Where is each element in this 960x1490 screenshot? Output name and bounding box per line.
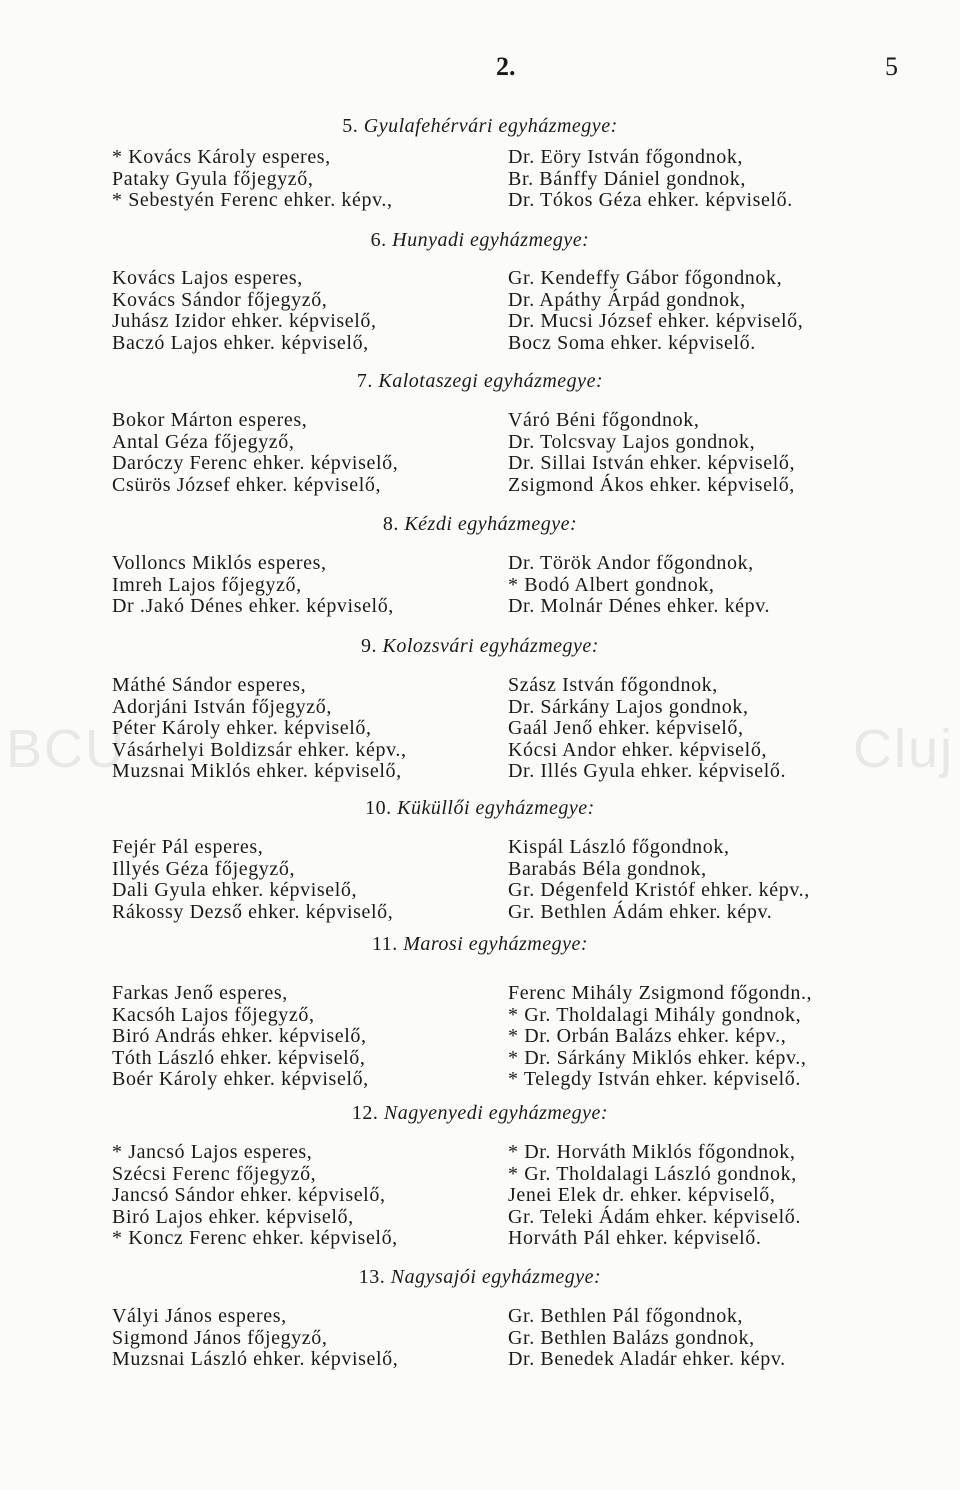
member-line: Ferenc Mihály Zsigmond főgondn., — [508, 982, 813, 1004]
section-title — [0, 370, 960, 393]
member-line: Dr. Török Andor főgondnok, — [508, 552, 754, 574]
section-right-column — [508, 268, 803, 354]
member-line: Váró Béni főgondnok, — [508, 409, 700, 431]
member-line: Boér Károly ehker. képviselő, — [112, 1068, 369, 1090]
section-left-column — [112, 553, 394, 618]
section-name: Marosi egyházmegye: — [403, 933, 589, 955]
member-line: Kovács Sándor főjegyző, — [112, 288, 328, 311]
member-line: Biró András ehker. képviselő, — [112, 1025, 367, 1047]
section-right-column — [508, 1306, 786, 1371]
section-title — [0, 797, 960, 820]
member-line: Bokor Márton esperes, — [112, 409, 308, 431]
section-name: Kézdi egyházmegye: — [404, 513, 578, 535]
member-line: Dr .Jakó Dénes ehker. képviselő, — [112, 595, 394, 617]
section-title — [0, 115, 960, 138]
section-left-column — [112, 1306, 398, 1371]
section-name: Hunyadi egyházmegye: — [392, 229, 590, 251]
member-line: Jenei Elek dr. ehker. képviselő, — [508, 1184, 776, 1206]
member-line: Fejér Pál esperes, — [112, 836, 264, 858]
section-title — [0, 933, 960, 956]
member-line: * Dr. Horváth Miklós főgondnok, — [508, 1141, 796, 1163]
member-line: Gr. Bethlen Balázs gondnok, — [508, 1326, 755, 1349]
member-line: Muzsnai László ehker. képviselő, — [112, 1348, 399, 1370]
member-line: * Dr. Sárkány Miklós ehker. képv., — [508, 1046, 807, 1069]
member-line: * Jancsó Lajos esperes, — [112, 1141, 313, 1163]
member-line: Zsigmond Ákos ehker. képviselő, — [508, 473, 795, 496]
member-line: * Gr. Tholdalagi Mihály gondnok, — [508, 1003, 802, 1026]
member-line: Dr. Molnár Dénes ehker. képv. — [508, 595, 771, 617]
watermark-left: BCU — [6, 719, 127, 779]
member-line: Illyés Géza főjegyző, — [112, 857, 296, 880]
section-left-column — [112, 147, 393, 212]
member-line: Szász István főgondnok, — [508, 674, 718, 696]
member-line: Máthé Sándor esperes, — [112, 674, 307, 696]
member-line: Muzsnai Miklós ehker. képviselő, — [112, 760, 402, 782]
member-line: Csürös József ehker. képviselő, — [112, 473, 382, 496]
section-right-column — [508, 553, 770, 618]
section-left-column — [112, 837, 393, 923]
section-number: 13. — [358, 1266, 386, 1288]
member-line: Kócsi Andor ehker. képviselő, — [508, 738, 768, 761]
section-left-column — [112, 675, 407, 783]
member-line: Tóth László ehker. képviselő, — [112, 1046, 366, 1069]
member-line: Kovács Lajos esperes, — [112, 267, 303, 289]
member-line: Horváth Pál ehker. képviselő. — [508, 1227, 762, 1249]
section-title — [0, 1102, 960, 1125]
member-line: Imreh Lajos főjegyző, — [112, 573, 302, 596]
section-number: 7. — [356, 370, 373, 392]
member-line: Rákossy Dezső ehker. képviselő, — [112, 900, 394, 923]
member-line: Gaál Jenő ehker. képviselő, — [508, 717, 744, 739]
section-right-column — [508, 983, 812, 1091]
member-line: Farkas Jenő esperes, — [112, 982, 288, 1004]
member-line: Barabás Béla gondnok, — [508, 857, 707, 880]
header-number: 2. — [496, 52, 516, 81]
member-line: * Gr. Tholdalagi László gondnok, — [508, 1162, 797, 1185]
member-line: Pataky Gyula főjegyző, — [112, 167, 314, 190]
member-line: * Koncz Ferenc ehker. képviselő, — [112, 1227, 398, 1249]
section-name: Gyulafehérvári egyházmegye: — [363, 115, 618, 137]
member-line: Daróczy Ferenc ehker. képviselő, — [112, 452, 399, 474]
member-line: * Sebestyén Ferenc ehker. képv., — [112, 189, 393, 211]
member-line: Dali Gyula ehker. képviselő, — [112, 879, 358, 901]
member-line: Dr. Mucsi József ehker. képviselő, — [508, 310, 804, 332]
member-line: Jancsó Sándor ehker. képviselő, — [112, 1184, 386, 1206]
member-line: Vásárhelyi Boldizsár ehker. képv., — [112, 738, 407, 761]
section-title — [0, 229, 960, 252]
section-number: 5. — [342, 115, 359, 137]
section-number: 9. — [361, 635, 378, 657]
section-left-column — [112, 1142, 398, 1250]
member-line: Dr. Tókos Géza ehker. képviselő. — [508, 189, 793, 211]
section-number: 10. — [365, 797, 392, 819]
section-number: 8. — [382, 513, 399, 535]
section-right-column — [508, 675, 786, 783]
member-line: Dr. Illés Gyula ehker. képviselő. — [508, 760, 787, 782]
section-left-column — [112, 268, 377, 354]
section-name: Kalotaszegi egyházmegye: — [378, 370, 604, 392]
member-line: Juhász Izidor ehker. képviselő, — [112, 310, 377, 332]
member-line: Péter Károly ehker. képviselő, — [112, 717, 372, 739]
member-line: Gr. Kendeffy Gábor főgondnok, — [508, 267, 783, 289]
member-line: Kispál László főgondnok, — [508, 836, 730, 858]
member-line: Gr. Bethlen Ádám ehker. képv. — [508, 900, 773, 923]
member-line: Dr. Sárkány Lajos gondnok, — [508, 695, 749, 718]
section-left-column — [112, 983, 369, 1091]
section-number: 6. — [370, 229, 387, 251]
member-line: * Dr. Orbán Balázs ehker. képv., — [508, 1025, 787, 1047]
member-line: Dr. Benedek Aladár ehker. képv. — [508, 1348, 786, 1370]
member-line: Vályi János esperes, — [112, 1305, 287, 1327]
member-line: * Bodó Albert gondnok, — [508, 573, 715, 596]
member-line: Gr. Dégenfeld Kristóf ehker. képv., — [508, 879, 810, 901]
section-left-column — [112, 410, 398, 496]
member-line: Baczó Lajos ehker. képviselő, — [112, 331, 369, 354]
member-line: Volloncs Miklós esperes, — [112, 552, 327, 574]
page-number: 5 — [885, 52, 898, 81]
section-right-column — [508, 410, 795, 496]
member-line: Br. Bánffy Dániel gondnok, — [508, 167, 746, 190]
section-number: 11. — [371, 933, 398, 955]
section-title — [0, 635, 960, 658]
member-line: Antal Géza főjegyző, — [112, 430, 295, 453]
member-line: Dr. Tolcsvay Lajos gondnok, — [508, 430, 756, 453]
member-line: * Telegdy István ehker. képviselő. — [508, 1068, 802, 1090]
section-right-column — [508, 837, 810, 923]
section-title — [0, 513, 960, 536]
section-title — [0, 1266, 960, 1289]
member-line: Bocz Soma ehker. képviselő. — [508, 331, 756, 354]
watermark-right: Cluj — [852, 719, 954, 779]
member-line: Szécsi Ferenc főjegyző, — [112, 1162, 317, 1185]
member-line: Gr. Teleki Ádám ehker. képviselő. — [508, 1205, 801, 1228]
section-name: Nagysajói egyházmegye: — [390, 1266, 602, 1288]
member-line: Dr. Sillai István ehker. képviselő, — [508, 452, 796, 474]
member-line: Dr. Eöry István főgondnok, — [508, 146, 744, 168]
member-line: Biró Lajos ehker. képviselő, — [112, 1205, 354, 1228]
member-line: * Kovács Károly esperes, — [112, 146, 331, 168]
member-line: Kacsóh Lajos főjegyző, — [112, 1003, 315, 1026]
section-right-column — [508, 1142, 801, 1250]
section-name: Küküllői egyházmegye: — [397, 797, 595, 819]
section-name: Nagyenyedi egyházmegye: — [383, 1102, 609, 1124]
member-line: Sigmond János főjegyző, — [112, 1326, 328, 1349]
section-right-column — [508, 147, 793, 212]
member-line: Dr. Apáthy Árpád gondnok, — [508, 288, 746, 311]
section-number: 12. — [351, 1102, 379, 1124]
section-name: Kolozsvári egyházmegye: — [382, 635, 599, 657]
member-line: Adorjáni István főjegyző, — [112, 695, 332, 718]
member-line: Gr. Bethlen Pál főgondnok, — [508, 1305, 744, 1327]
